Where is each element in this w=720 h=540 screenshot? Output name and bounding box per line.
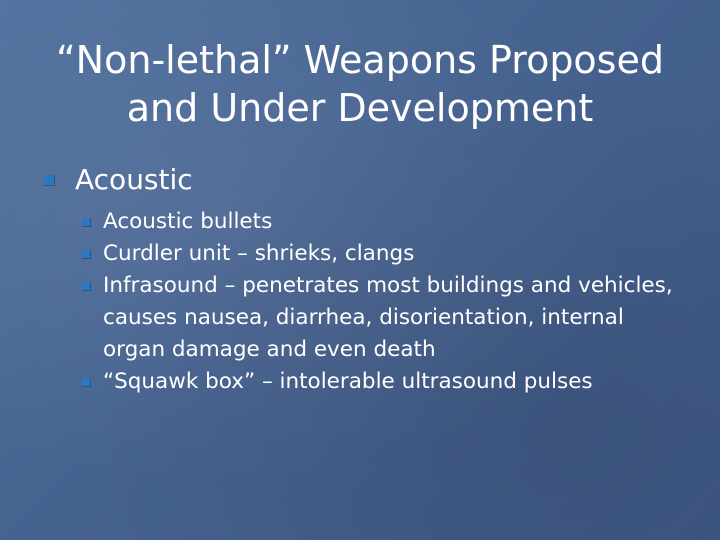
square-bullet-icon (44, 175, 55, 186)
sub-bullet-text: Acoustic bullets (103, 209, 273, 234)
slide-title (40, 36, 680, 132)
square-bullet-icon (82, 250, 91, 259)
square-bullet-icon (82, 378, 91, 387)
square-bullet-icon (82, 282, 91, 291)
sub-bullet-list (82, 206, 692, 398)
sub-bullet-item (82, 270, 692, 366)
sub-bullet-text: “Squawk box” – intolerable ultrasound pulses (103, 369, 593, 394)
square-bullet-icon (82, 218, 91, 227)
bullet-level1-acoustic (44, 160, 694, 200)
sub-bullet-item (82, 206, 692, 238)
sub-bullet-text: Curdler unit – shrieks, clangs (103, 241, 415, 266)
title-line-1: “Non-lethal” Weapons Proposed (56, 38, 664, 82)
sub-bullet-item (82, 238, 692, 270)
sub-bullet-text: Infrasound – penetrates most buildings and vehicles, causes nausea, diarrhea, disorientation, internal organ damage and even death (103, 273, 673, 362)
bullet-level1-text: Acoustic (75, 163, 193, 196)
title-line-2: and Under Development (126, 86, 594, 130)
sub-bullet-item (82, 366, 692, 398)
